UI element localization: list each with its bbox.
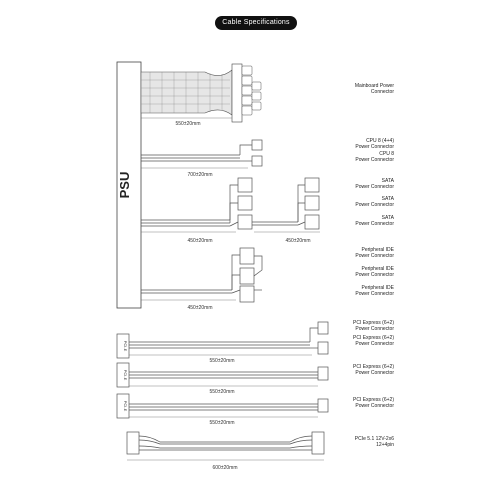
dim-pcie1: 550±20mm bbox=[209, 358, 235, 364]
dim-pcie51: 600±20mm bbox=[212, 465, 238, 471]
mainboard-cable bbox=[141, 64, 261, 122]
label-sata-2: SATA Power Connector bbox=[355, 196, 394, 208]
label-cpu-2: CPU 8 Power Connector bbox=[355, 151, 394, 163]
dim-sata-main: 450±20mm bbox=[187, 238, 213, 244]
title-badge: Cable Specifications bbox=[215, 16, 297, 30]
dim-pcie3: 550±20mm bbox=[209, 420, 235, 426]
label-cpu-1: CPU 8 (4+4) Power Connector bbox=[355, 138, 394, 150]
label-mainboard: Mainboard Power Connector bbox=[354, 83, 394, 95]
label-ide-3: Peripheral IDE Power Connector bbox=[355, 285, 394, 297]
label-sata-3: SATA Power Connector bbox=[355, 215, 394, 227]
psu-label: PSU bbox=[117, 171, 132, 199]
dim-mainboard: 550±20mm bbox=[175, 121, 201, 127]
pcie-label-1: PCI-E bbox=[123, 340, 128, 352]
pcie-cable-3 bbox=[117, 394, 328, 418]
cpu-cable bbox=[141, 140, 262, 166]
label-sata-1: SATA Power Connector bbox=[355, 178, 394, 190]
label-pcie-2: PCI Express (6+2) Power Connector bbox=[353, 364, 394, 376]
pcie-label-3: PCI-E bbox=[123, 400, 128, 412]
dim-pcie2: 550±20mm bbox=[209, 389, 235, 395]
label-pcie-3: PCI Express (6+2) Power Connector bbox=[353, 397, 394, 409]
pcie-cable-2 bbox=[117, 363, 328, 387]
label-pcie51: PCIe 5.1 12V-2x6 12+4pin bbox=[354, 436, 394, 448]
pcie-label-2: PCI-E bbox=[123, 369, 128, 381]
label-pcie-1b: PCI Express (6+2) Power Connector bbox=[353, 335, 394, 347]
pcie-cable-1 bbox=[117, 322, 328, 358]
label-ide-2: Peripheral IDE Power Connector bbox=[355, 266, 394, 278]
peripheral-cable bbox=[141, 248, 262, 302]
label-pcie-1a: PCI Express (6+2) Power Connector bbox=[353, 320, 394, 332]
dim-sata-side: 450±20mm bbox=[285, 238, 311, 244]
dim-peripheral: 450±20mm bbox=[187, 305, 213, 311]
dim-cpu: 700±20mm bbox=[187, 172, 213, 178]
label-ide-1: Peripheral IDE Power Connector bbox=[355, 247, 394, 259]
pcie51-cable bbox=[127, 432, 324, 454]
sata-cable bbox=[141, 178, 319, 229]
